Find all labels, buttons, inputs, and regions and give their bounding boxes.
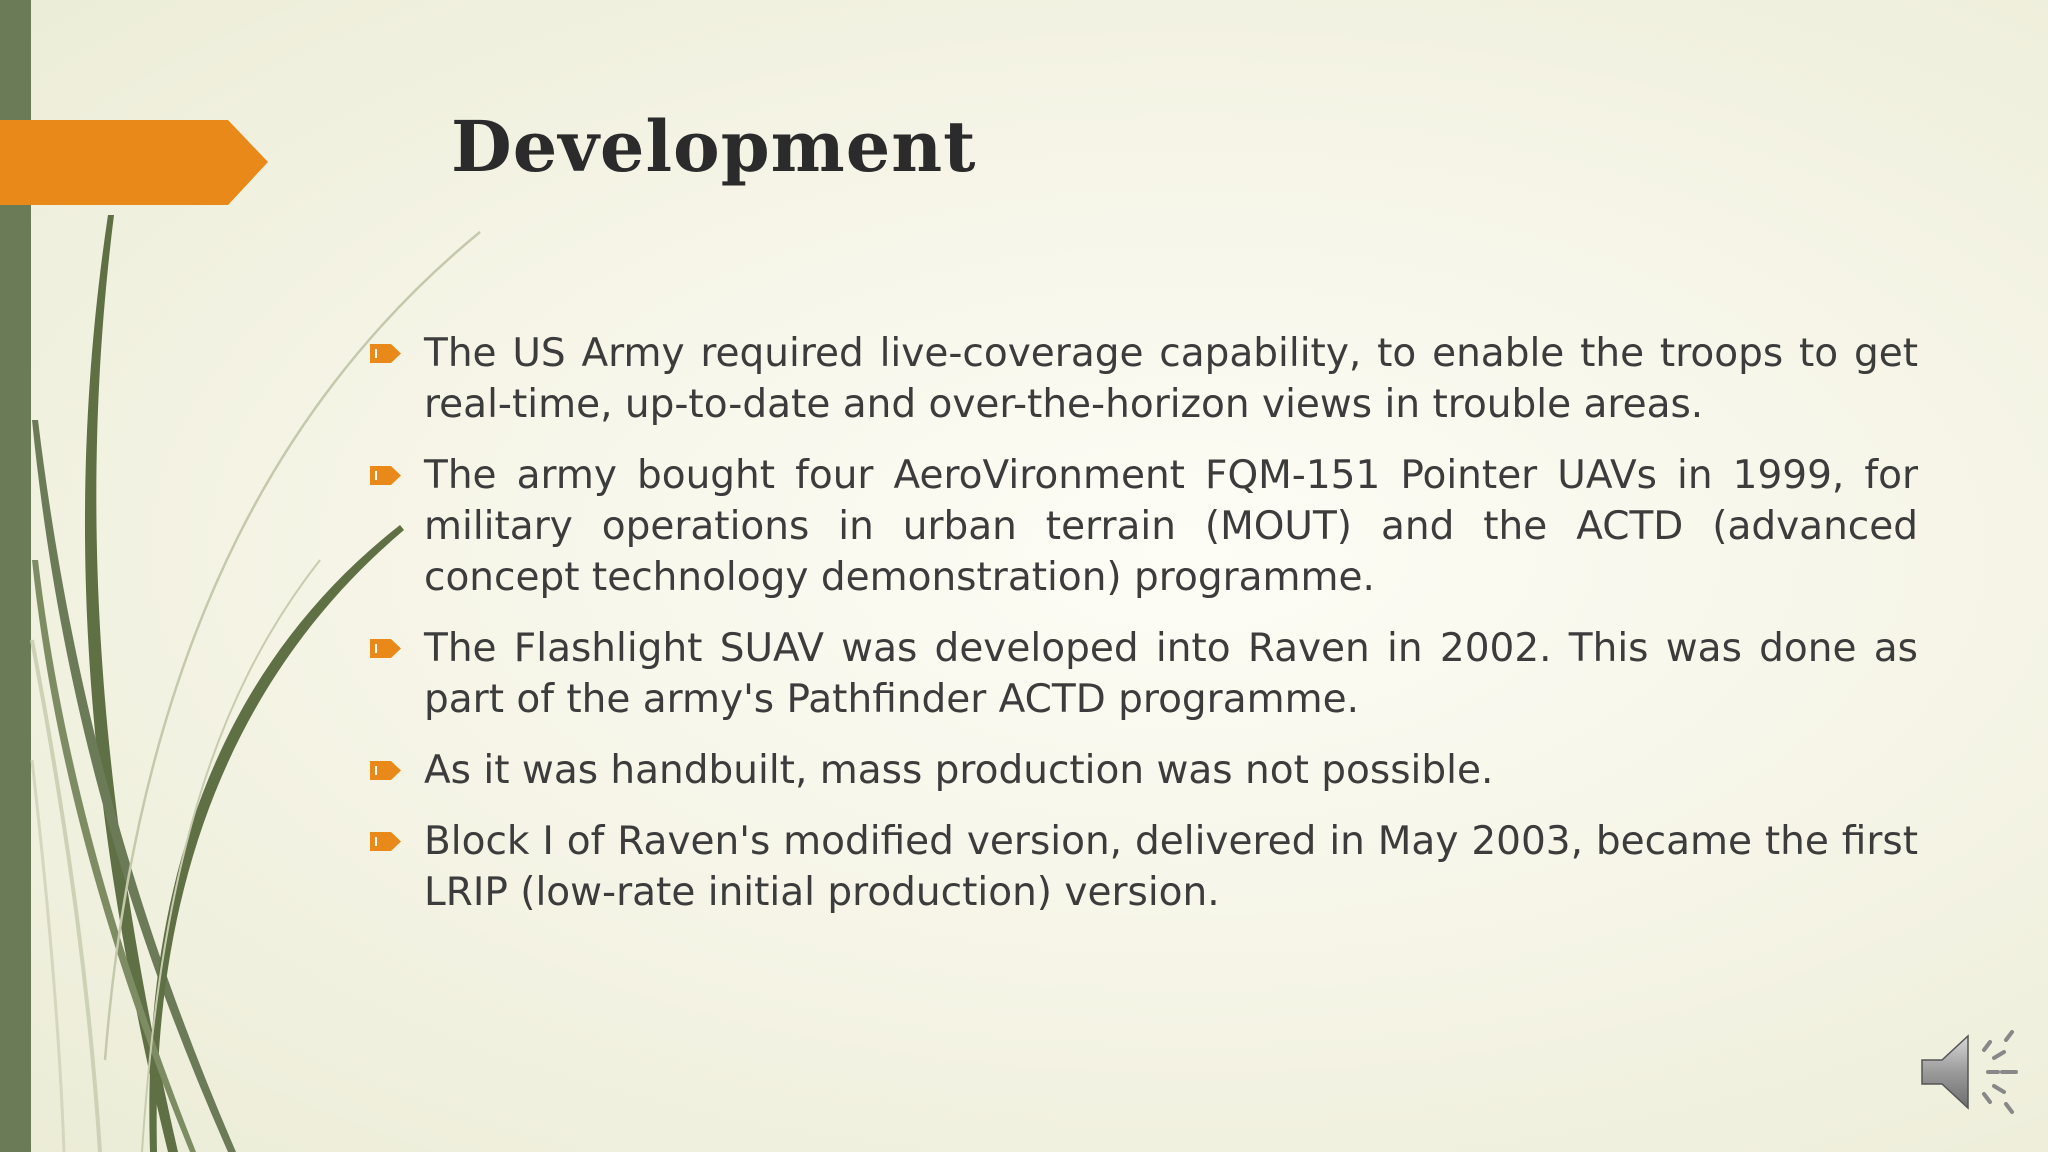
bullet-item (368, 450, 1918, 603)
bullet-list (368, 328, 1918, 938)
arrow-bullet-icon (370, 832, 401, 851)
arrow-bullet-icon (370, 466, 401, 485)
arrow-bullet-icon (370, 761, 401, 780)
arrow-bullet-icon (370, 344, 401, 363)
bullet-item (368, 623, 1918, 725)
bullet-text: The army bought four AeroVironment FQM-151 Pointer UAVs in 1999, for military operations in urban terrain (MOUT) and the ACTD (advanced concept technology demonstration) programme. (424, 453, 1918, 600)
speaker-icon[interactable] (1916, 1022, 2024, 1122)
bullet-item (368, 745, 1918, 796)
bullet-text: The Flashlight SUAV was developed into Raven in 2002. This was done as part of the army's Pathfinder ACTD programme. (424, 626, 1918, 722)
title-accent-arrow (0, 120, 268, 205)
slide-title: Development (451, 105, 977, 188)
bullet-text: Block I of Raven's modified version, delivered in May 2003, became the first LRIP (low-rate initial production) version. (424, 819, 1918, 915)
bullet-item (368, 816, 1918, 918)
arrow-bullet-icon (370, 639, 401, 658)
bullet-text: As it was handbuilt, mass production was not possible. (424, 748, 1494, 793)
bullet-text: The US Army required live-coverage capability, to enable the troops to get real-time, up-to-date and over-the-horizon views in trouble areas. (424, 331, 1918, 427)
bullet-item (368, 328, 1918, 430)
